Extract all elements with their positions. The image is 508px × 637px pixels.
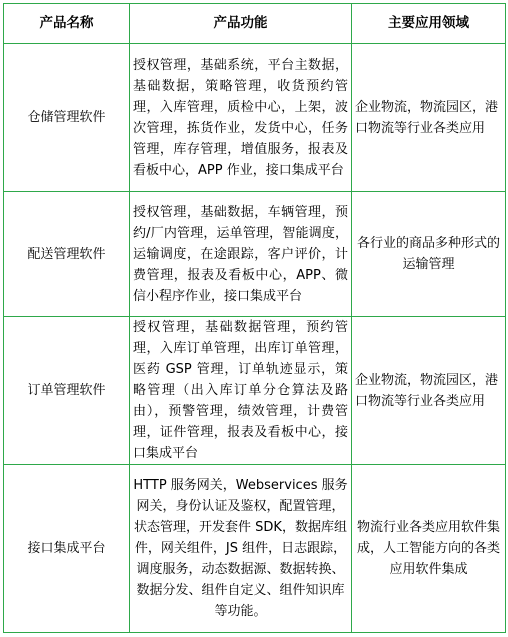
application-domain-cell: 企业物流，物流园区，港口物流等行业各类应用 xyxy=(352,317,506,465)
product-table xyxy=(3,3,506,633)
table-row xyxy=(4,192,506,317)
table-row xyxy=(4,44,506,192)
header-product-name: 产品名称 xyxy=(4,4,130,44)
header-row xyxy=(4,4,506,44)
product-name-cell: 订单管理软件 xyxy=(4,317,130,465)
product-functions-cell: 授权管理，基础系统，平台主数据，基础数据，策略管理，收货预约管理，入库管理，质检中心，上架，波次管理，拣货作业，发货中心，任务管理，库存管理，增值服务，报表及看板中心，APP 作业，接口集成平台 xyxy=(130,44,352,192)
application-domain-cell: 各行业的商品多种形式的运输管理 xyxy=(352,192,506,317)
product-name-cell: 配送管理软件 xyxy=(4,192,130,317)
table-row xyxy=(4,465,506,633)
header-application-domain: 主要应用领域 xyxy=(352,4,506,44)
product-name-cell: 仓储管理软件 xyxy=(4,44,130,192)
product-functions-cell: HTTP 服务网关，Webservices 服务网关，身份认证及鉴权，配置管理，状态管理，开发套件 SDK，数据库组件，网关组件，JS 组件，日志跟踪，调度服务，动态数据源、数据转换、数据分发、组件自定义、组件知识库等功能。 xyxy=(130,465,352,633)
product-functions-cell: 授权管理，基础数据管理，预约管理，入库订单管理，出库订单管理，医药 GSP 管理，订单轨迹显示，策略管理（出入库订单分仓算法及路由），预警管理，绩效管理，计费管理，证件管理，报表及看板中心，接口集成平台 xyxy=(130,317,352,465)
table-row xyxy=(4,317,506,465)
application-domain-cell: 物流行业各类应用软件集成，人工智能方向的各类应用软件集成 xyxy=(352,465,506,633)
product-name-cell: 接口集成平台 xyxy=(4,465,130,633)
header-product-functions: 产品功能 xyxy=(130,4,352,44)
product-functions-cell: 授权管理，基础数据，车辆管理，预约/厂内管理，运单管理，智能调度，运输调度，在途跟踪，客户评价，计费管理，报表及看板中心，APP、微信小程序作业，接口集成平台 xyxy=(130,192,352,317)
application-domain-cell: 企业物流，物流园区，港口物流等行业各类应用 xyxy=(352,44,506,192)
